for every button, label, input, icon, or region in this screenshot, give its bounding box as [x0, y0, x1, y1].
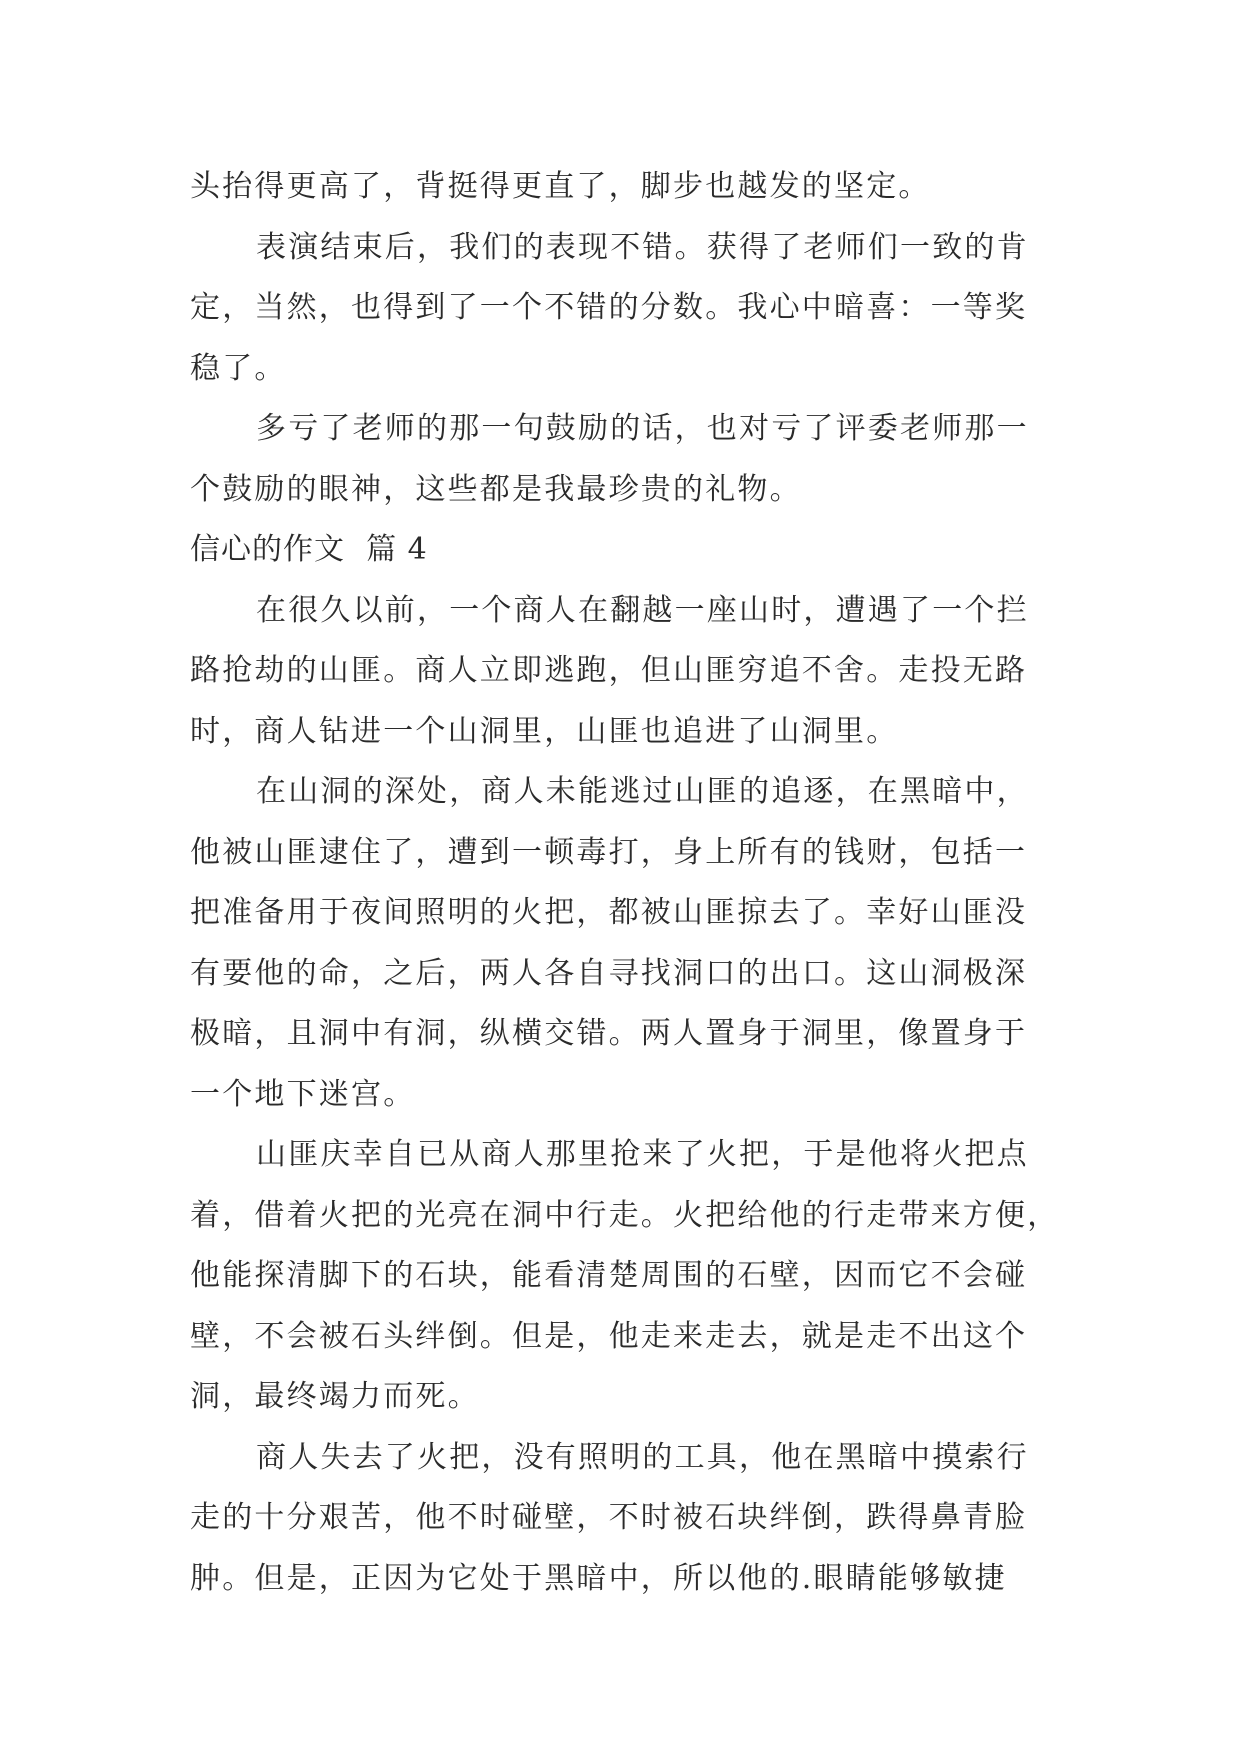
text-line: 他被山匪逮住了，遭到一顿毒打，身上所有的钱财，包括一 — [190, 834, 1028, 870]
paragraph-start-line: 商人失去了火把，没有照明的工具，他在黑暗中摸索行 — [256, 1439, 1029, 1475]
section-heading: 信心的作文 篇 4 — [190, 532, 428, 567]
text-line: 个鼓励的眼神，这些都是我最珍贵的礼物。 — [190, 471, 802, 507]
paragraph-start-line: 山匪庆幸自已从商人那里抢来了火把，于是他将火把点 — [256, 1137, 1029, 1172]
text-line: 有要他的命，之后，两人各自寻找洞口的出口。这山洞极深 — [190, 955, 1028, 991]
paragraph-start-line: 在很久以前，一个商人在翻越一座山时，遭遇了一个拦 — [256, 592, 1029, 628]
text-line: 壁，不会被石头绊倒。但是，他走来走去，就是走不出这个 — [190, 1318, 1028, 1354]
text-line: 肿。但是，正因为它处于黑暗中，所以他的.眼睛能够敏捷 — [190, 1560, 1007, 1596]
paragraph-start-line: 在山洞的深处，商人未能逃过山匪的追逐，在黑暗中， — [256, 774, 1029, 809]
text-line: 稳了。 — [190, 350, 287, 386]
paragraph-start-line: 表演结束后，我们的表现不错。获得了老师们一致的肯 — [256, 229, 1029, 265]
paragraph-start-line: 多亏了老师的那一句鼓励的话，也对亏了评委老师那一 — [256, 411, 1029, 446]
text-line: 着，借着火把的光亮在洞中行走。火把给他的行走带来方便， — [190, 1197, 1060, 1233]
text-line: 把准备用于夜间照明的火把，都被山匪掠去了。幸好山匪没 — [190, 895, 1028, 930]
text-line: 一个地下迷宫。 — [190, 1076, 416, 1112]
document-body — [190, 157, 1062, 1609]
text-line: 定，当然，也得到了一个不错的分数。我心中暗喜：一等奖 — [190, 290, 1028, 325]
text-line: 洞，最终竭力而死。 — [190, 1379, 480, 1414]
text-line: 头抬得更高了，背挺得更直了，脚步也越发的坚定。 — [190, 169, 931, 204]
text-line: 路抢劫的山匪。商人立即逃跑，但山匪穷追不舍。走投无路 — [190, 653, 1028, 688]
text-line: 时，商人钻进一个山洞里，山匪也追进了山洞里。 — [190, 713, 899, 749]
text-line: 他能探清脚下的石块，能看清楚周围的石壁，因而它不会碰 — [190, 1258, 1028, 1293]
text-line: 极暗，且洞中有洞，纵横交错。两人置身于洞里，像置身于 — [190, 1016, 1028, 1051]
text-line: 走的十分艰苦，他不时碰壁，不时被石块绊倒，跌得鼻青脸 — [190, 1500, 1028, 1535]
